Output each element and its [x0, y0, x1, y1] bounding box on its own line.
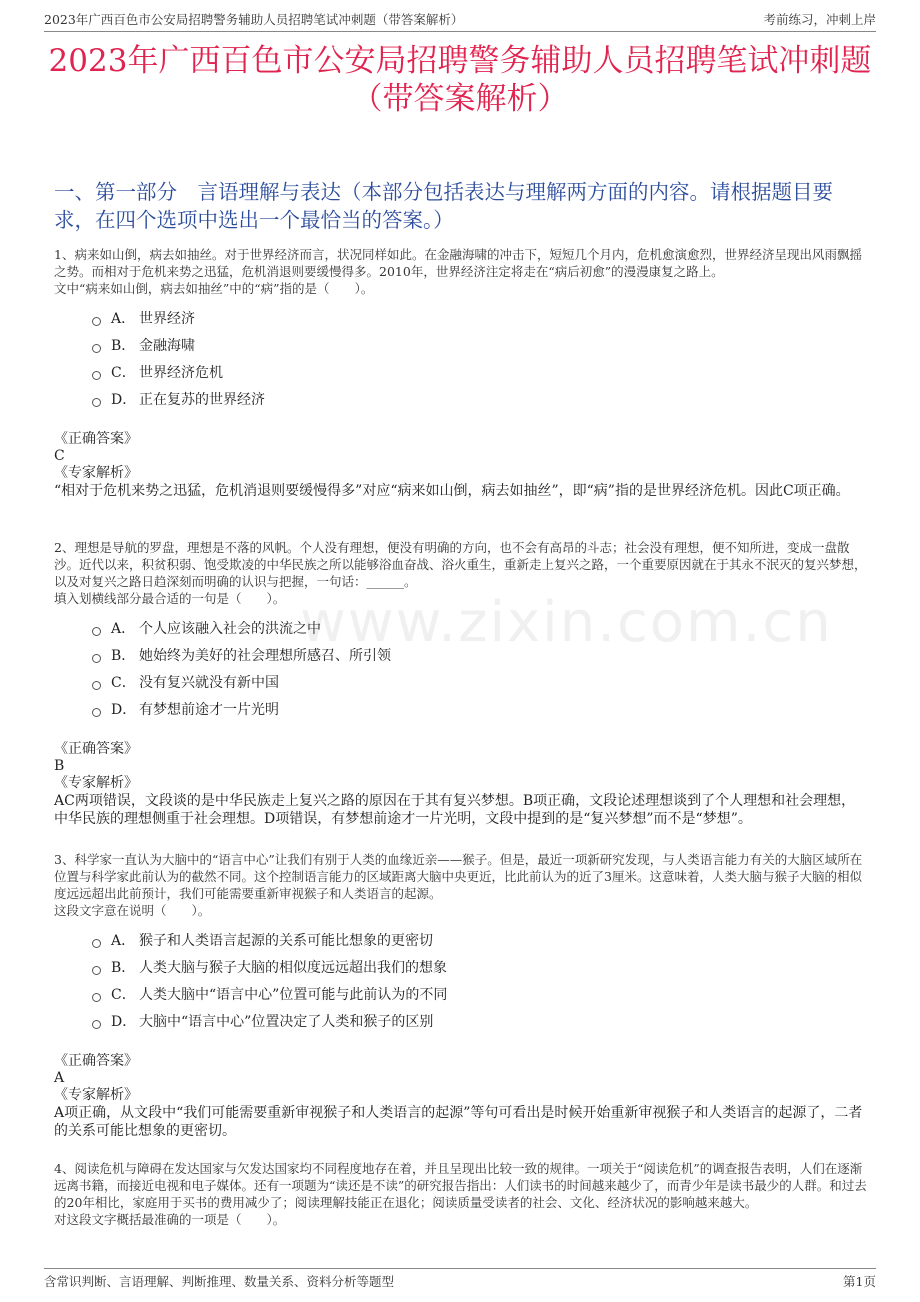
question-1-options — [92, 304, 265, 412]
option-letter: C． — [111, 364, 136, 381]
option-c[interactable] — [92, 980, 447, 1007]
option-d[interactable] — [92, 385, 265, 412]
answer-label: 《正确答案》 — [54, 741, 138, 757]
option-text: 人类大脑与猴子大脑的相似度远远超出我们的想象 — [139, 959, 447, 976]
option-letter: A． — [111, 620, 136, 637]
option-text: 世界经济 — [139, 310, 195, 327]
question-3-answer — [54, 1053, 868, 1140]
page-footer — [44, 1268, 876, 1290]
option-a[interactable] — [92, 304, 265, 331]
option-letter: C． — [111, 674, 136, 691]
analysis-text: “相对于危机来势之迅猛，危机消退则要缓慢得多”对应“病来如山倒，病去如抽丝”，即“病”指的是世界经济危机。因此C项正确。 — [54, 483, 850, 499]
option-c[interactable] — [92, 668, 391, 695]
radio-icon[interactable] — [92, 1020, 101, 1029]
option-text: 大脑中“语言中心”位置决定了人类和猴子的区别 — [139, 1013, 434, 1030]
option-letter: B． — [111, 959, 136, 976]
radio-icon[interactable] — [92, 627, 101, 636]
question-prompt: 这段文字意在说明（ ）。 — [54, 903, 211, 918]
radio-icon[interactable] — [92, 993, 101, 1002]
question-prompt: 填入划横线部分最合适的一句是（ ）。 — [54, 591, 286, 606]
option-letter: C． — [111, 986, 136, 1003]
analysis-text: AC两项错误，文段谈的是中华民族走上复兴之路的原因在于其有复兴梦想。B项正确，文段论述理想谈到了个人理想和社会理想，中华民族的理想侧重于社会理想。D项错误，有梦想前途才一片光明，文段中提到的是“复兴梦想”而不是“梦想”。 — [54, 793, 856, 827]
radio-icon[interactable] — [92, 939, 101, 948]
answer-value: C — [54, 448, 65, 464]
option-d[interactable] — [92, 1007, 447, 1034]
answer-value: A — [54, 1070, 65, 1086]
answer-label: 《正确答案》 — [54, 431, 138, 447]
question-1-answer — [54, 431, 868, 500]
option-letter: B． — [111, 337, 136, 354]
section-heading: 一、第一部分 言语理解与表达（本部分包括表达与理解两方面的内容。请根据题目要求，在四个选项中选出一个最恰当的答案。） — [54, 180, 833, 232]
radio-icon[interactable] — [92, 654, 101, 663]
option-text: 世界经济危机 — [139, 364, 223, 381]
radio-icon[interactable] — [92, 371, 101, 380]
header-doc-title: 2023年广西百色市公安局招聘警务辅助人员招聘笔试冲刺题（带答案解析） — [44, 12, 464, 27]
page-number: 第1页 — [843, 1274, 876, 1289]
header-slogan: 考前练习，冲刺上岸 — [763, 12, 876, 27]
analysis-text: A项正确，从文段中“我们可能需要重新审视猴子和人类语言的起源”等句可看出是时候开始重新审视猴子和人类语言的起源了，二者的关系可能比想象的更密切。 — [54, 1105, 863, 1139]
question-stem: 3、科学家一直认为大脑中的“语言中心”让我们有别于人类的血缘近亲——猴子。但是，最近一项新研究发现，与人类语言能力有关的大脑区域所在位置与科学家此前认为的截然不同。这个控制语言能力的区域距离大脑中央更近，比此前认为的近了3厘米。这意味着，人类大脑与猴子大脑的相似度远远超出此前预计，我们可能需要重新审视猴子和人类语言的起源。 — [54, 852, 863, 901]
question-stem: 2、理想是导航的罗盘，理想是不落的风帆。个人没有理想，便没有明确的方向，也不会有高昂的斗志；社会没有理想，便不知所进，变成一盘散沙。近代以来，积贫积弱、饱受欺凌的中华民族之所以能够浴血奋战、浴火重生，重新走上复兴之路，一个重要原因就在于其永不泯灭的复兴梦想，以及对复兴之路日趋深刻而明确的认识与把握，一句话：______。 — [54, 540, 867, 589]
watermark: www.zixin.com.cn — [300, 590, 833, 655]
radio-icon[interactable] — [92, 317, 101, 326]
question-3-options — [92, 926, 447, 1034]
page-header — [44, 10, 876, 32]
question-prompt: 文中“病来如山倒，病去如抽丝”中的“病”指的是（ ）。 — [54, 281, 374, 296]
question-stem: 1、病来如山倒，病去如抽丝。对于世界经济而言，状况同样如此。在金融海啸的冲击下，短短几个月内，危机愈演愈烈，世界经济呈现出风雨飘摇之势。而相对于危机来势之迅猛，危机消退则要缓慢得多。2010年，世界经济注定将走在“病后初愈”的漫漫康复之路上。 — [54, 247, 862, 279]
question-2-answer — [54, 741, 868, 828]
page-title-line2: （带答案解析） — [351, 81, 569, 117]
question-2 — [54, 539, 868, 607]
page-title-line1: 2023年广西百色市公安局招聘警务辅助人员招聘笔试冲刺题 — [48, 43, 872, 79]
option-b[interactable] — [92, 953, 447, 980]
radio-icon[interactable] — [92, 344, 101, 353]
radio-icon[interactable] — [92, 398, 101, 407]
option-letter: A． — [111, 310, 136, 327]
option-text: 人类大脑中“语言中心”位置可能与此前认为的不同 — [139, 986, 448, 1003]
option-text: 个人应该融入社会的洪流之中 — [139, 620, 321, 637]
radio-icon[interactable] — [92, 681, 101, 690]
question-1 — [54, 246, 868, 297]
option-letter: D． — [111, 1013, 137, 1030]
option-a[interactable] — [92, 614, 391, 641]
option-d[interactable] — [92, 695, 391, 722]
option-text: 没有复兴就没有新中国 — [139, 674, 279, 691]
option-text: 正在复苏的世界经济 — [139, 391, 265, 408]
option-text: 有梦想前途才一片光明 — [139, 701, 279, 718]
page-title — [40, 42, 880, 118]
analysis-label: 《专家解析》 — [54, 465, 138, 481]
radio-icon[interactable] — [92, 708, 101, 717]
option-a[interactable] — [92, 926, 447, 953]
option-text: 猴子和人类语言起源的关系可能比想象的更密切 — [139, 932, 433, 949]
option-c[interactable] — [92, 358, 265, 385]
option-text: 金融海啸 — [139, 337, 195, 354]
question-prompt: 对这段文字概括最准确的一项是（ ）。 — [54, 1212, 286, 1227]
option-letter: A． — [111, 932, 136, 949]
radio-icon[interactable] — [92, 966, 101, 975]
analysis-label: 《专家解析》 — [54, 775, 138, 791]
question-stem: 4、阅读危机与障碍在发达国家与欠发达国家均不同程度地存在着，并且呈现出比较一致的规律。一项关于“阅读危机”的调查报告表明，人们在逐渐远离书籍，而接近电视和电子媒体。还有一项题为“读还是不读”的研究报告指出：人们读书的时间越来越少了，而青少年是读书最少的人群。和过去的20年相比，家庭用于买书的费用减少了；阅读理解技能正在退化；阅读质量受读者的社会、文化、经济状况的影响越来越大。 — [54, 1161, 867, 1210]
question-3 — [54, 851, 868, 919]
option-b[interactable] — [92, 331, 265, 358]
question-4 — [54, 1160, 868, 1228]
question-2-options — [92, 614, 391, 722]
option-letter: B． — [111, 647, 136, 664]
option-text: 她始终为美好的社会理想所感召、所引领 — [139, 647, 391, 664]
option-letter: D． — [111, 391, 137, 408]
option-letter: D． — [111, 701, 137, 718]
footer-topics: 含常识判断、言语理解、判断推理、数量关系、资料分析等题型 — [44, 1274, 395, 1289]
answer-label: 《正确答案》 — [54, 1053, 138, 1069]
answer-value: B — [54, 758, 65, 774]
analysis-label: 《专家解析》 — [54, 1087, 138, 1103]
option-b[interactable] — [92, 641, 391, 668]
